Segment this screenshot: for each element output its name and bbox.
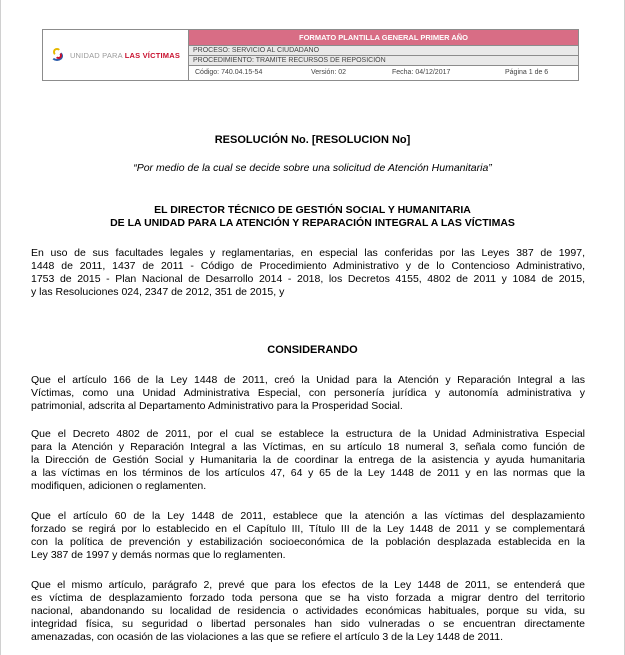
paragraph-line: patrimonial, adscrita al Departamento Administrativo para la Prosperidad Social. (31, 400, 403, 412)
victims-unit-logo-icon (51, 48, 65, 62)
facultades-line: 1753 de 2015 - Plan Nacional de Desarrollo 2014 - 2018, los Decretos 4155, 4802 de 2011 y 1084 de 2015, (31, 273, 585, 285)
paragraph-line: Víctimas, como una Unidad Administrativa Especial, con personería jurídica y autonomía administrativa y (31, 387, 585, 399)
director-line-2: DE LA UNIDAD PARA LA ATENCIÓN Y REPARACIÓN INTEGRAL A LAS VÍCTIMAS (110, 217, 515, 229)
paragraph-line: modifiquen, adicionen o reglamenten. (31, 480, 207, 492)
codigo-label: Código: 740.04.15-54 (195, 69, 263, 76)
considerando-paragraph-2 (31, 428, 585, 493)
paragraph-line: Ley 387 de 1997 y demás normas que lo reglamenten. (31, 549, 286, 561)
considerando-heading: CONSIDERANDO (267, 344, 358, 356)
considerando-paragraph-1 (31, 374, 585, 413)
metadata-row (189, 66, 578, 80)
version-label: Versión: 02 (311, 69, 347, 76)
paragraph-line: Que el Decreto 4802 de 2011, por el cual se establece la estructura de la Unidad Administrativa Especial (31, 428, 585, 440)
paragraph-line: Que el artículo 60 de la Ley 1448 de 2011, establece que la atención a las víctimas del desplazamiento (31, 510, 585, 522)
logo-text (70, 51, 180, 60)
facultades-paragraph (31, 247, 585, 299)
paragraph-line: para la Atención y Reparación Integral a las Víctimas, en su artículo 18 numeral 3, señala como función de (31, 441, 585, 453)
paragraph-line: nacional, abandonando su localidad de residencia o actividades económicas habituales, porque su vida, su (31, 605, 585, 617)
considerando-paragraph-3 (31, 510, 585, 562)
paragraph-line: forzado se regirá por lo establecido en el Capítulo III, Título III de la Ley 1448 de 2011 y se complementará (31, 523, 585, 535)
procedimiento-label: PROCEDIMIENTO: TRAMITE RECURSOS DE REPOSICIÓN (189, 56, 578, 66)
paragraph-line: integridad física, su seguridad o libertad personales han sido vulneradas o se encuentran directamente (31, 618, 585, 630)
paragraph-line: la Dirección de Gestión Social y Humanitaria la de coordinar la entrega de la asistencia y ayuda humanitaria (31, 454, 585, 466)
paragraph-line: amenazadas, con ocasión de las violaciones a las que se refiere el artículo 3 de la Ley 1448 de 2011. (31, 631, 504, 643)
facultades-line: En uso de sus facultades legales y reglamentarias, en especial las conferidas por las Leyes 387 de 1997, (31, 247, 585, 259)
paragraph-line: Que el mismo artículo, parágrafo 2, prevé que para los efectos de la Ley 1448 de 2011, se entenderá que (31, 579, 585, 591)
considerando-paragraph-4 (31, 579, 585, 644)
page-left-edge (0, 0, 1, 655)
resolution-subtitle: “Por medio de la cual se decide sobre una solicitud de Atención Humanitaria” (133, 162, 492, 174)
paragraph-line: Que el artículo 166 de la Ley 1448 de 2011, creó la Unidad para la Atención y Reparación Integral a las (31, 374, 585, 386)
logo-cell (43, 30, 189, 80)
fecha-label: Fecha: 04/12/2017 (392, 69, 451, 76)
pagina-label: Página 1 de 6 (505, 69, 549, 76)
resolution-title: RESOLUCIÓN No. [RESOLUCION No] (214, 134, 411, 146)
proceso-label: PROCESO: SERVICIO AL CIUDADANO (189, 46, 578, 56)
paragraph-line: a las víctimas en los términos de los artículos 47, 64 y 65 de la Ley 1448 de 2011 y en las normas que la (31, 467, 585, 479)
document-header-table (42, 29, 579, 81)
facultades-line: 1448 de 2011, 1437 de 2011 - Código de Procedimiento Administrativo y de lo Contencioso Administrativo, (31, 260, 585, 272)
logo-text-part1: UNIDAD PARA (69, 50, 125, 60)
format-title: FORMATO PLANTILLA GENERAL PRIMER AÑO (189, 30, 578, 46)
director-line-1: EL DIRECTOR TÉCNICO DE GESTIÓN SOCIAL Y HUMANITARIA (154, 204, 471, 216)
logo-text-part2: LAS VÍCTIMAS (124, 50, 181, 60)
director-heading (0, 204, 625, 230)
paragraph-line: con la política de prevención y estabilización socioeconómica de la población desplazada establecida en la (31, 536, 585, 548)
facultades-line: y las Resoluciones 024, 2347 de 2012, 351 de 2015, y (31, 286, 285, 298)
paragraph-line: es víctima de desplazamiento forzado toda persona que se ha visto forzada a migrar dentro del territorio (31, 592, 585, 604)
